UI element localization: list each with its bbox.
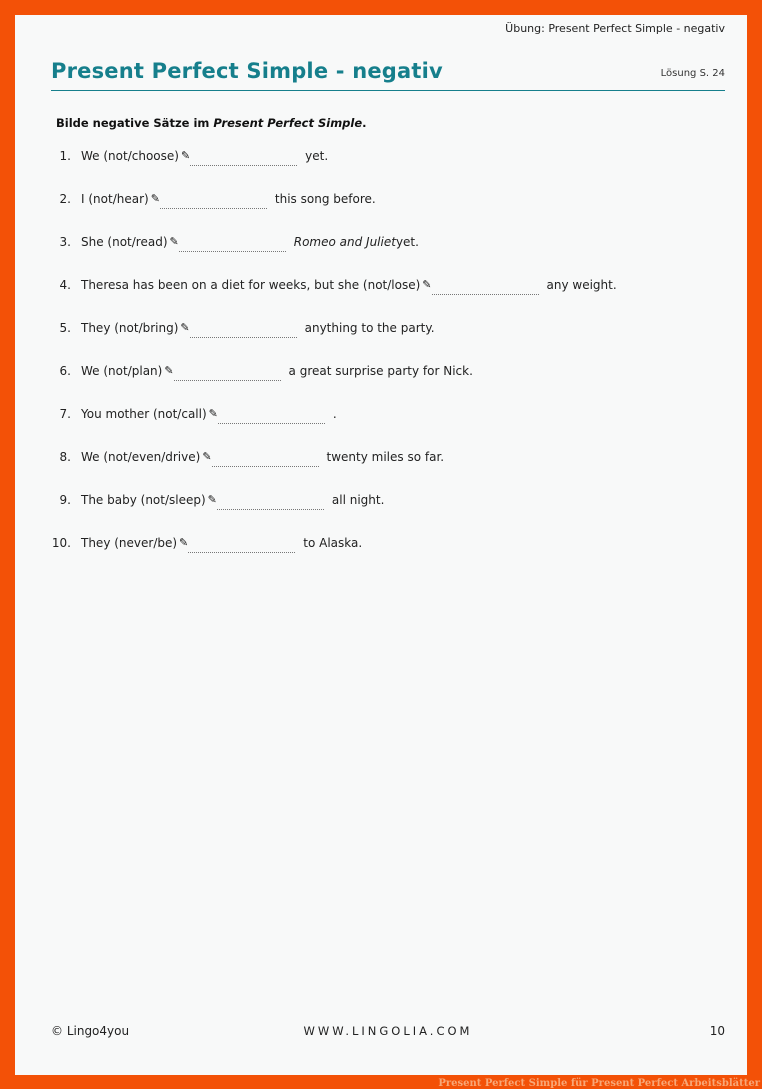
answer-blank[interactable] (212, 452, 319, 467)
exercise-continuation: yet. (395, 235, 419, 249)
exercise-continuation: any weight. (546, 278, 617, 292)
exercise-prompt: She (not/read) (81, 235, 168, 249)
exercise-prompt: We (not/even/drive) (81, 450, 201, 464)
exercise-number: 2. (59, 192, 71, 206)
exercise-number: 1. (59, 149, 71, 163)
pencil-icon: ✎ (180, 321, 190, 334)
answer-blank[interactable] (190, 151, 297, 166)
exercise-item (45, 364, 617, 407)
footer (51, 1024, 725, 1040)
exercise-continuation: this song before. (274, 192, 376, 206)
instruction (56, 116, 367, 130)
page-number: 10 (709, 1024, 725, 1038)
instruction-prefix: Bilde negative Sätze im (56, 116, 214, 130)
exercise-item (45, 450, 617, 493)
running-head: Übung: Present Perfect Simple - negativ (505, 22, 725, 35)
exercise-continuation: . (332, 407, 337, 421)
exercise-title-italic: Romeo and Juliet (293, 235, 396, 249)
pencil-icon: ✎ (202, 450, 212, 463)
answer-blank[interactable] (432, 280, 539, 295)
pencil-icon: ✎ (179, 536, 189, 549)
exercise-prompt: Theresa has been on a diet for weeks, but she (not/lose) (81, 278, 421, 292)
exercise-prompt: I (not/hear) (81, 192, 149, 206)
answer-blank[interactable] (174, 366, 281, 381)
exercise-item (45, 536, 617, 579)
exercise-item (45, 149, 617, 192)
exercise-prompt: They (not/bring) (81, 321, 179, 335)
exercise-prompt: They (never/be) (81, 536, 178, 550)
exercise-item (45, 192, 617, 235)
exercise-number: 4. (59, 278, 71, 292)
pencil-icon: ✎ (207, 493, 217, 506)
exercise-number: 3. (59, 235, 71, 249)
solution-reference: Lösung S. 24 (660, 68, 725, 79)
instruction-suffix: . (362, 116, 367, 130)
pencil-icon: ✎ (150, 192, 160, 205)
answer-blank[interactable] (160, 194, 267, 209)
exercise-item (45, 278, 617, 321)
exercise-item (45, 235, 617, 278)
pencil-icon: ✎ (164, 364, 174, 377)
answer-blank[interactable] (179, 237, 286, 252)
pencil-icon: ✎ (208, 407, 218, 420)
exercise-continuation: twenty miles so far. (326, 450, 445, 464)
exercise-continuation: yet. (305, 149, 329, 163)
exercise-prompt: We (not/plan) (81, 364, 163, 378)
exercise-prompt: You mother (not/call) (81, 407, 207, 421)
watermark-caption: Present Perfect Simple für Present Perfect Arbeitsblätter (438, 1078, 760, 1089)
exercise-prompt: The baby (not/sleep) (81, 493, 206, 507)
exercise-prompt: We (not/choose) (81, 149, 179, 163)
answer-blank[interactable] (190, 323, 297, 338)
instruction-emphasis: Present Perfect Simple (213, 116, 363, 130)
pencil-icon: ✎ (422, 278, 432, 291)
exercise-list (45, 149, 617, 579)
answer-blank[interactable] (218, 409, 325, 424)
exercise-number: 5. (59, 321, 71, 335)
pencil-icon: ✎ (180, 149, 191, 162)
exercise-number: 10. (51, 536, 71, 550)
exercise-item (45, 493, 617, 536)
exercise-continuation: to Alaska. (303, 536, 363, 550)
exercise-item (45, 321, 617, 364)
exercise-item (45, 407, 617, 450)
answer-blank[interactable] (217, 495, 324, 510)
answer-blank[interactable] (188, 538, 295, 553)
exercise-number: 6. (59, 364, 71, 378)
site-url: WWW.LINGOLIA.COM (303, 1024, 473, 1038)
exercise-number: 8. (59, 450, 71, 464)
exercise-number: 7. (59, 407, 71, 421)
exercise-continuation: all night. (331, 493, 385, 507)
exercise-number: 9. (59, 493, 71, 507)
title-divider (51, 90, 725, 91)
worksheet-page (15, 15, 747, 1075)
pencil-icon: ✎ (169, 235, 179, 248)
page-title: Present Perfect Simple - negativ (51, 59, 443, 83)
exercise-continuation: anything to the party. (304, 321, 435, 335)
copyright: © Lingo4you (51, 1024, 130, 1038)
exercise-continuation: a great surprise party for Nick. (288, 364, 473, 378)
